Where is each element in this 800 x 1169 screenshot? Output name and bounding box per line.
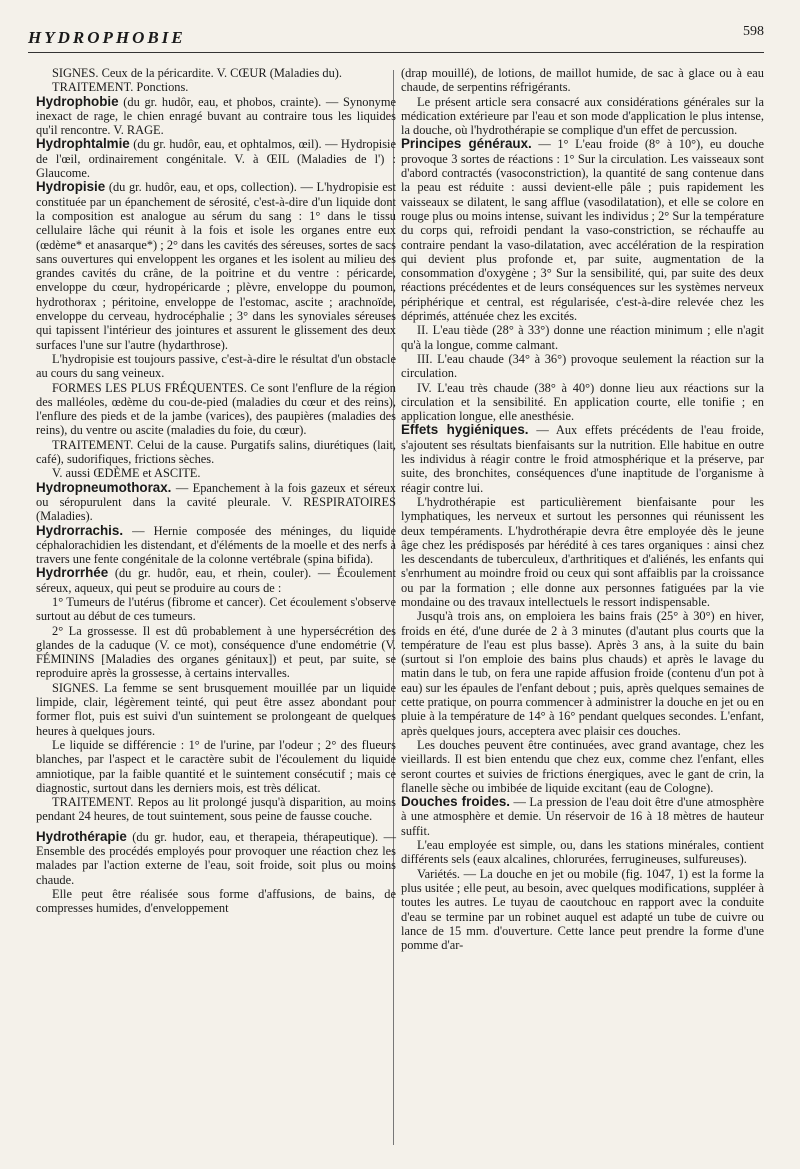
paragraph: TRAITEMENT. Celui de la cause. Purgatifs salins, diurétiques (lait, café), sudorifiques, frictions sèches. xyxy=(36,437,396,467)
section-principes-generaux xyxy=(401,137,764,323)
paragraph: FORMES LES PLUS FRÉQUENTES. Ce sont l'enflure de la région des malléoles, œdème du cou-de-pied (maladies du cœur et des reins), l'enflure des pieds et de la jambe (varices), des paupières (maladies des reins), du ventre ou ascite (maladies du foie, du cœur). xyxy=(36,380,396,438)
paragraph: TRAITEMENT. Ponctions. xyxy=(52,80,189,95)
paragraph: Elle peut être réalisée sous forme d'affusions, de bains, de compresses humides, d'enveloppement xyxy=(36,886,396,916)
section-text: — 1° L'eau froide (8° à 10°), eu douche provoque 3 sortes de réactions : 1° Sur la circulation. Les vaisseaux sont d'abord contractés (vasoconstriction), la quantité de sang contenue dans la peau est réduite : aussi devient-elle pâle ; puis rapidement les vaisseaux se dilatent, le sang afflue (vasodilatation), et elle se colore en rouge plus ou moins intense, suivant les individus ; 2° Sur la température du corps qui, refroidi pendant la vaso-constriction, se réchauffe au contraire pendant la vaso-dilatation, avec accélération de la respiration qui devient plus profonde et, par suite, augmentation de la consommation d'oxygène ; 3° Sur la sensibilité, qui, par suite des deux réactions précédentes et de leurs conséquences sur les systèmes nerveux périphérique et central, est régularisée, c'est-à-dire relevée chez les déprimés, atténuée chez les excités. xyxy=(401,137,764,324)
entry-hydrorrhee xyxy=(36,566,396,595)
entry-text: (du gr. hudôr, eau, et ops, collection). — L'hydropisie est constituée par un épanchement de sérosité, c'est-à-dire d'un liquide dont la composition est analogue au sérum du sang : 1° dans le tissu cellulaire lâche qui réunit à la fois et isole les organes entre eux (œdème* et anasarque*) ; 2° dans les cavités des séreuses, sortes de sacs sans ouvertures qui enveloppent les organes et les isolent au milieu des grandes cavités du crâne, de la poitrine et du ventre : péricarde, enveloppe du cœur, hydropéricarde ; plèvre, enveloppe du poumon, hydrothorax ; péritoine, enveloppe de l'estomac, ascite ; arachnoïde, enveloppe du cerveau, hydrocéphalie ; 3° dans les synoviales séreuses qui tapissent l'intérieur des jointures et assurent le glissement des deux surfaces l'une sur l'autre (hydarthrose). xyxy=(36,180,396,352)
paragraph: III. L'eau chaude (34° à 36°) provoque seulement la réaction sur la circulation. xyxy=(401,351,764,381)
entry-text: (du gr. hudôr, eau, et rhein, couler). — Écoulement séreux, aqueux, qui peut se produire au cours de : xyxy=(36,566,396,595)
headword: Hydrorrhée xyxy=(36,565,109,581)
headword: Hydropisie xyxy=(36,179,106,195)
header-rule xyxy=(28,52,764,53)
running-head: HYDROPHOBIE xyxy=(28,28,186,47)
paragraph: Le liquide se différencie : 1° de l'urine, par l'odeur ; 2° des flueurs blanches, par l'aspect et le caractère subit de l'écoulement du liquide amniotique, par la faible quantité et le suintement consécutif ; mais ce diagnostic, surtout dans les derniers mois, est très délicat. xyxy=(36,737,396,795)
entry-hydropisie xyxy=(36,180,396,352)
headword: Hydrophtalmie xyxy=(36,136,130,152)
entry-hydrorrachis xyxy=(36,524,396,567)
paragraph: (drap mouillé), de lotions, de maillot humide, de sac à glace ou à eau chaude, de serpentins réfrigérants. xyxy=(401,66,764,95)
page-number: 598 xyxy=(743,24,764,39)
entry-text: (du gr. hudôr, eau, et ophtalmos, œil). — Hydropisie de l'œil, ordinairement congénitale. V. à ŒIL (Maladies de l') : Glaucome. xyxy=(36,137,396,181)
section-heading: Effets hygiéniques. xyxy=(401,422,529,438)
section-effets-hygieniques xyxy=(401,423,764,494)
entry-hydropneumothorax xyxy=(36,481,396,524)
headword: Hydropneumothorax. xyxy=(36,479,172,495)
headword: Hydrophobie xyxy=(36,93,119,109)
paragraph: Variétés. — La douche en jet ou mobile (fig. 1047, 1) est la forme la plus usitée ; elle peut, au besoin, avec quelques modifications, suppléer à toutes les autres. Le tuyau de caoutchouc en rapport avec la conduite d'eau se termine par un robinet auquel est adapté un tube de cuivre ou lance de 15 mm. d'ouverture. Cette lance peut prendre la forme d'une pomme d'ar- xyxy=(401,866,764,953)
paragraph: 2° La grossesse. Il est dû probablement à une hypersécrétion des glandes de la caduque (V. ce mot), conséquence d'une endométrie (V. FÉMININS [Maladies des organes génitaux]) et peut, par suite, se reproduire après la grossesse, à certains intervalles. xyxy=(36,623,396,681)
paragraph: L'eau employée est simple, ou, dans les stations minérales, contient différents sels (eaux alcalines, chlorurées, ferrugineuses, sulfureuses). xyxy=(401,838,764,867)
section-heading: Principes généraux. xyxy=(401,136,532,152)
paragraph: V. aussi ŒDÈME et ASCITE. xyxy=(52,466,201,481)
entry-text: (du gr. hudôr, eau, et phobos, crainte). — Synonyme inexact de rage, le chien enragé buvant au contraire tous les liquides qu'il rencontre. V. RAGE. xyxy=(36,94,397,138)
headword: Hydrothérapie xyxy=(36,828,127,844)
entry-text: — Epanchement à la fois gazeux et séreux ou séropurulent dans la cavité pleurale. V. RESPIRATOIRES (Maladies). xyxy=(36,480,396,524)
paragraph: Les douches peuvent être continuées, avec grand avantage, chez les vieillards. Il est bien entendu que chez eux, comme chez l'enfant, elles seront courtes et suivies de frictions énergiques, avec le gant de crin, la flanelle sèche ou imbibée de liquide excitant (eau de Cologne). xyxy=(401,737,764,795)
section-text: — La pression de l'eau doit être d'une atmosphère à une atmosphère et demie. Un réservoir de 16 à 18 mètres de hauteur suffit. xyxy=(401,795,764,838)
entry-text: — Hernie composée des méninges, du liquide céphalorachidien les distendant, et d'éléments de la moelle et des nerfs à travers une fente congénitale de la colonne vertébrale (spina bifida). xyxy=(36,523,396,567)
section-douches-froides xyxy=(401,795,764,838)
paragraph: SIGNES. La femme se sent brusquement mouillée par un liquide limpide, clair, légèrement teinté, qui peut être assez abondant pour former flot, puis est suivi d'un suintement se prolongeant de quelques heures à quelques jours. xyxy=(36,680,396,738)
paragraph: II. L'eau tiède (28° à 33°) donne une réaction minimum ; elle n'agit qu'à la longue, comme calmant. xyxy=(401,323,764,352)
paragraph: L'hydrothérapie est particulièrement bienfaisante pour les lymphatiques, les nerveux et surtout les personnes qui réunissent les deux tempéraments. L'hydrothérapie devra être employée dès le jeune âge chez les prédisposés par hérédité à ces tares organiques : ainsi chez les descendants de tuberculeux, d'arthritiques et d'aliénés, les enfants qui s'enrhument au moindre froid ou ceux qui sont affaiblis par la croissance ou par la formation ; elle donne aux personnes fatiguées par la vie mondaine ou des travaux intellectuels le ressort indispensable. xyxy=(401,494,764,609)
paragraph: IV. L'eau très chaude (38° à 40°) donne lieu aux réactions sur la circulation et la sensibilité. En application courte, elle tonifie ; en application longue, elle anesthésie. xyxy=(401,380,764,424)
section-heading: Douches froides. xyxy=(401,794,511,810)
section-text: — Aux effets précédents de l'eau froide, s'ajoutent ses résultats bienfaisants sur la nutrition. Elle habitue en outre les individus à réagir contre le froid atmosphérique et la préserve, par suite, des bronchites, conséquences d'une inaptitude de l'organisme à réagir contre lui. xyxy=(401,423,764,495)
left-column xyxy=(36,66,396,916)
paragraph: TRAITEMENT. Repos au lit prolongé jusqu'à disparition, au moins pendant 24 heures, de tout suintement, sous peine de fausse couche. xyxy=(36,795,396,824)
entry-hydrotherapie xyxy=(36,830,396,887)
paragraph: 1° Tumeurs de l'utérus (fibrome et cancer). Cet écoulement s'observe surtout au début de ces tumeurs. xyxy=(36,594,396,624)
right-column xyxy=(401,66,764,952)
entry-hydrophtalmie xyxy=(36,137,396,180)
paragraph: Jusqu'à trois ans, on emploiera les bains frais (25° à 30°) en hiver, froids en été, d'une durée de 2 à 3 minutes (d'autant plus courts que la température de l'eau est plus basse). Après 3 ans, à la suite du bain (surtout si l'on emploie des bains plus chauds) et après le lavage du matin dans le tub, on fera une rapide affusion froide (contenu d'un pot à eau) sur les épaules de l'enfant debout ; puis, après quelques semaines de cette pratique, on pourra commencer à administrer la douche en jet ou en pluie à la température de 14° à 16° pendant quelques secondes. L'enfant, après quelques jours, acceptera avec plaisir ces douches. xyxy=(401,609,764,738)
paragraph: SIGNES. Ceux de la péricardite. V. CŒUR (Maladies du). xyxy=(52,66,342,80)
paragraph: Le présent article sera consacré aux considérations générales sur la médication extérieure par l'eau et son mode d'application le plus intense, la douche, où l'hydrothérapie se complique d'un effet de percussion. xyxy=(401,94,764,138)
entry-hydrophobie xyxy=(36,95,396,138)
entry-text: (du gr. hudor, eau, et therapeia, thérapeutique). — Ensemble des procédés employés pour provoquer une réaction chez les malades par l'action externe de l'eau, soit froide, soit plus ou moins chaude. xyxy=(36,829,396,887)
page-header xyxy=(28,24,764,54)
headword: Hydrorrachis. xyxy=(36,522,124,538)
paragraph: L'hydropisie est toujours passive, c'est-à-dire le résultat d'un obstacle au cours du sang veineux. xyxy=(36,351,396,381)
